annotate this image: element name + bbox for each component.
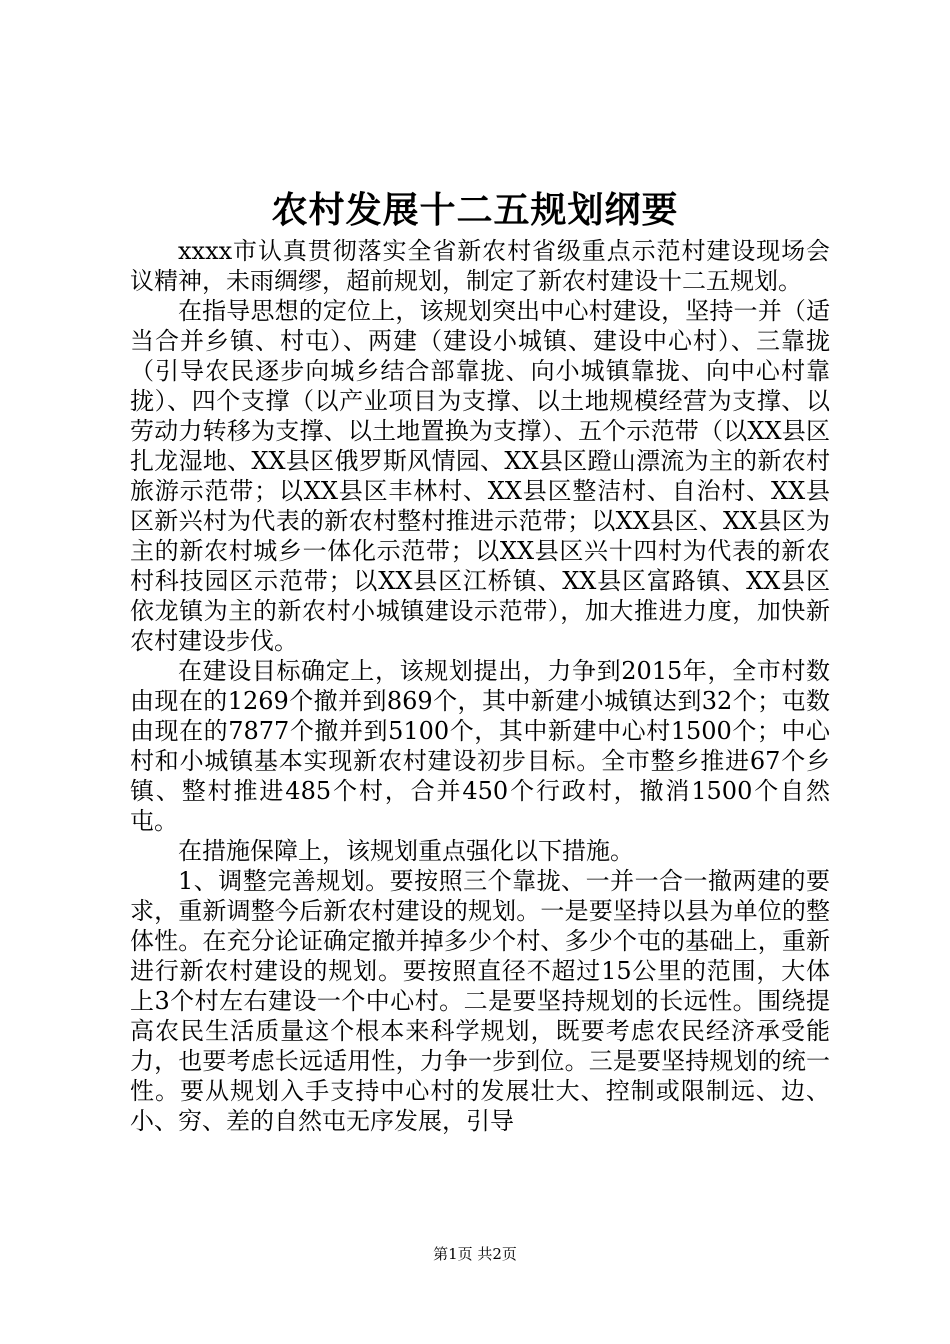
- paragraph-intro: xxxx市认真贯彻落实全省新农村省级重点示范村建设现场会议精神，未雨绸缪，超前规划，制定了新农村建设十二五规划。: [130, 237, 830, 295]
- document-title: 农村发展十二五规划纲要: [271, 189, 679, 231]
- paragraph-measures-intro: 在措施保障上，该规划重点强化以下措施。: [178, 837, 634, 865]
- paragraph-guiding-ideology: 在指导思想的定位上，该规划突出中心村建设，坚持一并（适当合并乡镇、村屯）、两建（建设小城镇、建设中心村）、三靠拢（引导农民逐步向城乡结合部靠拢、向小城镇靠拢、向中心村靠拢）、四个支撑（以产业项目为支撑、以土地规模经营为支撑、以劳动力转移为支撑、以土地置换为支撑）、五个示范带（以XX县区扎龙湿地、XX县区俄罗斯风情园、XX县区蹬山漂流为主的新农村旅游示范带；以XX县区丰林村、XX县区整洁村、自治村、XX县区新兴村为代表的新农村整村推进示范带；以XX县区、XX县区为主的新农村城乡一体化示范带；以XX县区兴十四村为代表的新农村科技园区示范带；以XX县区江桥镇、XX县区富路镇、XX县区依龙镇为主的新农村小城镇建设示范带），加大推进力度，加快新农村建设步伐。: [130, 297, 830, 655]
- paragraph-construction-goals: 在建设目标确定上，该规划提出，力争到2015年，全市村数由现在的1269个撤并到869个，其中新建小城镇达到32个；屯数由现在的7877个撤并到5100个，其中新建中心村1500个；中心村和小城镇基本实现新农村建设初步目标。全市整乡推进67个乡镇、整村推进485个村，合并450个行政村，撤消1500个自然屯。: [130, 657, 830, 835]
- page-footer: 第1页 共2页: [433, 1245, 517, 1263]
- paragraph-measure-1: 1、调整完善规划。要按照三个靠拢、一并一合一撤两建的要求，重新调整今后新农村建设的规划。一是要坚持以县为单位的整体性。在充分论证确定撤并掉多少个村、多少个屯的基础上，重新进行新农村建设的规划。要按照直径不超过15公里的范围，大体上3个村左右建设一个中心村。二是要坚持规划的长远性。围绕提高农民生活质量这个根本来科学规划，既要考虑农民经济承受能力，也要考虑长远适用性，力争一步到位。三是要坚持规划的统一性。要从规划入手支持中心村的发展壮大、控制或限制远、边、小、穷、差的自然屯无序发展，引导: [130, 867, 830, 1135]
- document-body: [130, 236, 830, 1136]
